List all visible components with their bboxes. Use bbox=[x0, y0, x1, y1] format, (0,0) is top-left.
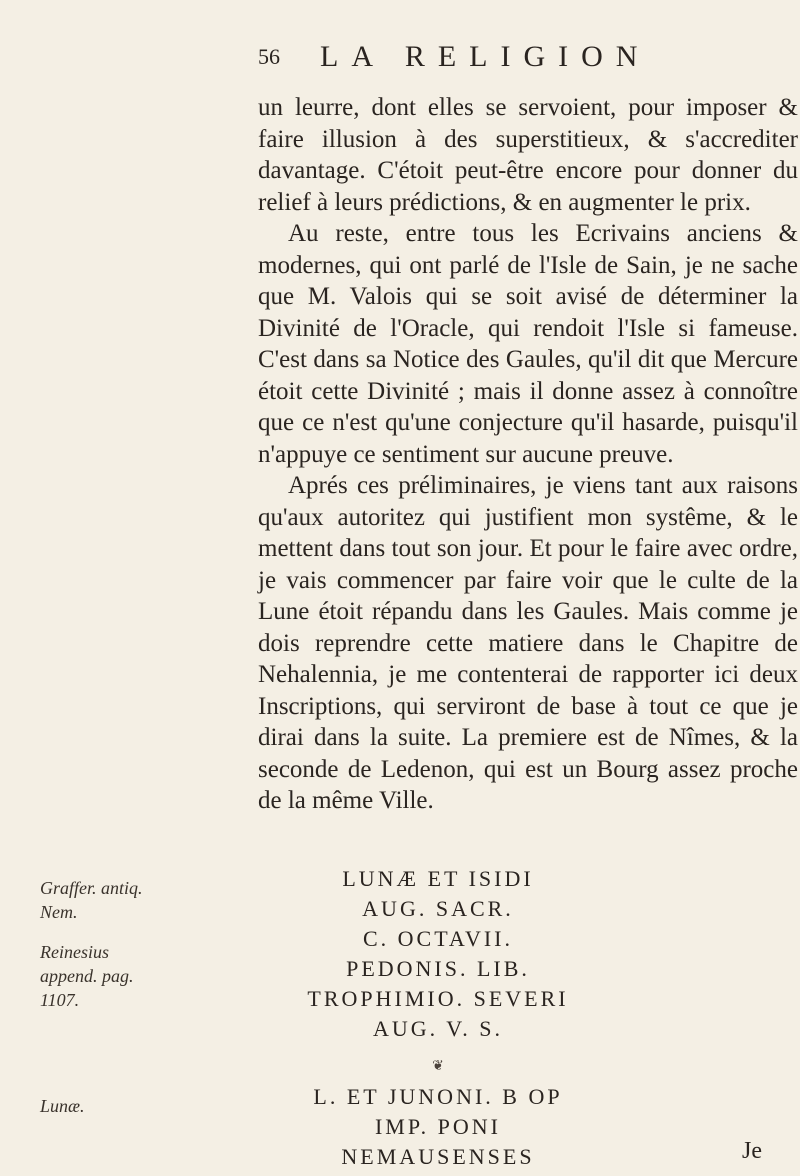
inscription-line: LUNÆ ET ISIDI bbox=[342, 866, 534, 891]
inscription-line: AUG. V. S. bbox=[372, 1016, 504, 1041]
inscription-line: L. ET JUNONI. B OP bbox=[313, 1084, 563, 1109]
paragraph-2: Au reste, entre tous les Ecrivains anciens & modernes, qui ont parlé de l'Isle de Sain, je ne sache que M. Valois qui se soit avisé de déterminer la Divinité de l'Oracle, qui rendoit l'Isle si fameuse. C'est dans sa Notice des Gaules, qu'il dit que Mercure étoit cette Divinité ; mais il donne assez à connoître que ce n'est qu'une conjecture qu'il hasarde, puisqu'il n'appuye ce sentiment sur aucune preuve. bbox=[258, 220, 798, 468]
ornament-icon: ❦ bbox=[432, 1058, 444, 1074]
margin-note-reinesius: Reinesius append. pag. 1107. bbox=[40, 942, 134, 1010]
inscription-ledenon bbox=[258, 1082, 618, 1172]
paragraph-1: un leurre, dont elles se servoient, pour imposer & faire illusion à des superstitieux, & s'accrediter davantage. C'étoit peut-être encore pour donner du relief à leurs prédictions, & en augmenter le prix. bbox=[258, 94, 798, 216]
page-header bbox=[258, 40, 678, 80]
inscription-line: PEDONIS. LIB. bbox=[346, 956, 530, 981]
inscription-nimes bbox=[258, 864, 618, 1044]
inscription-line: IMP. PONI bbox=[374, 1114, 502, 1139]
inscription-line: AUG. SACR. bbox=[362, 896, 514, 921]
main-text bbox=[258, 92, 798, 817]
inscription-line: TROPHIMIO. SEVERI bbox=[307, 986, 569, 1011]
inscription-line: C. OCTAVII. bbox=[362, 926, 513, 951]
inscription-line: NEMAUSENSES bbox=[341, 1144, 535, 1169]
running-title: LA RELIGION bbox=[320, 40, 651, 73]
margin-note-graffer: Graffer. antiq. Nem. bbox=[40, 878, 143, 922]
page-number: 56 bbox=[258, 44, 280, 69]
catchword: Je bbox=[742, 1138, 762, 1164]
paragraph-3: Aprés ces préliminaires, je viens tant aux raisons qu'aux autoritez qui justifient mon systême, & le mettent dans tout son jour. Et pour le faire avec ordre, je vais commencer par faire voir que le culte de la Lune étoit répandu dans les Gaules. Mais comme je dois reprendre cette matiere dans le Chapitre de Nehalennia, je me contenterai de rapporter ici deux Inscriptions, qui serviront de base à tout ce que je dirai dans la suite. La premiere est de Nîmes, & la seconde de Ledenon, qui est un Bourg assez proche de la même Ville. bbox=[258, 472, 798, 814]
margin-note-lunae: Lunæ. bbox=[40, 1096, 85, 1116]
